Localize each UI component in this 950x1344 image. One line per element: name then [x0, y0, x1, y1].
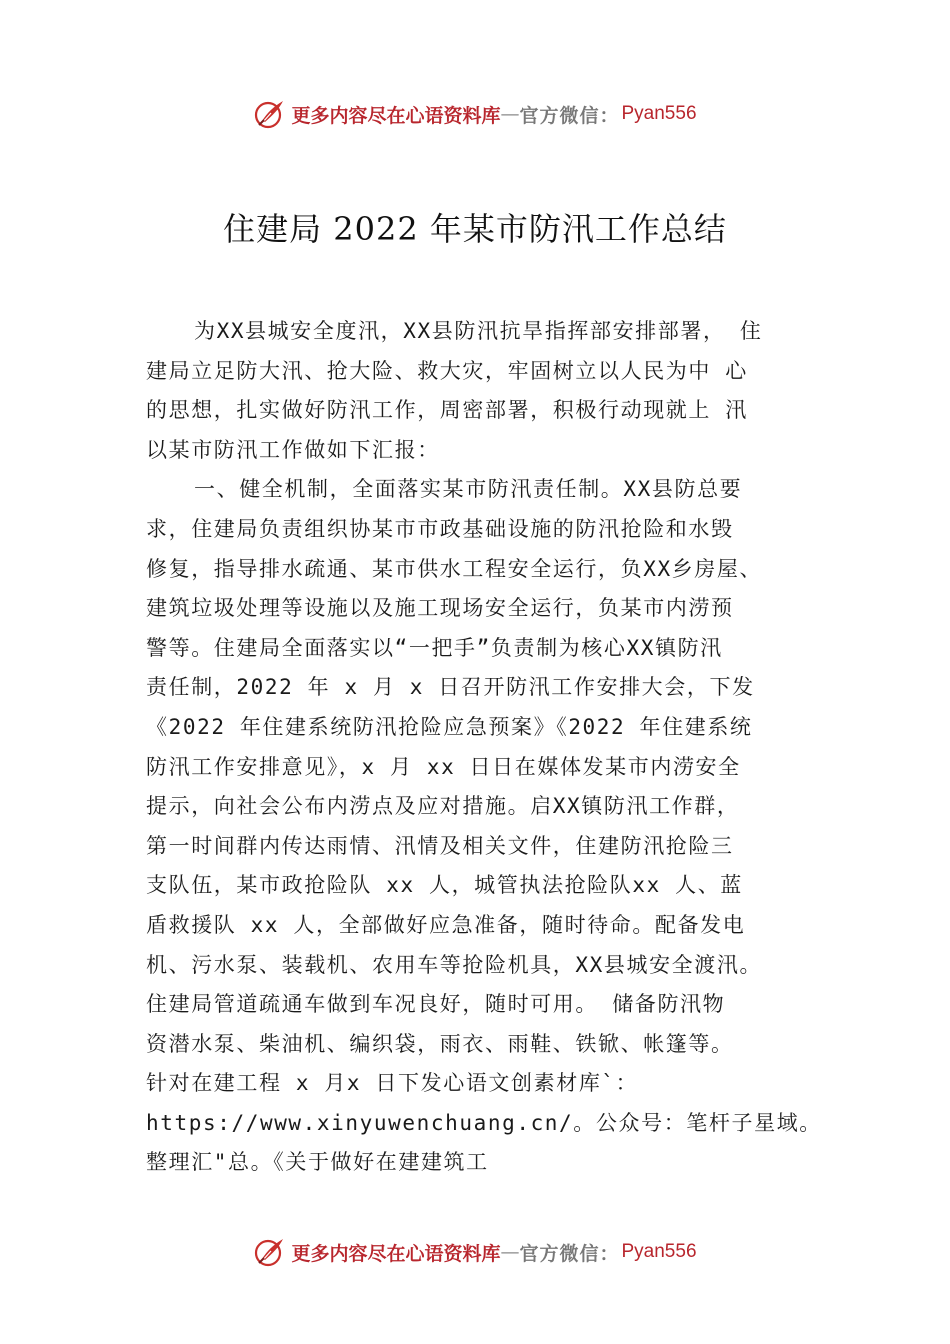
body-line: 以某市防汛工作做如下汇报： [146, 437, 440, 462]
body-line: 为XX县城安全度汛，XX县防汛抗旱指挥部安排部署， 住 [194, 319, 763, 343]
body-line: 针对在建工程 x 月x 日下发心语文创素材库`： [146, 1071, 639, 1096]
document-body [146, 312, 830, 1183]
body-line-url: https://www.xinyuwenchuang.cn/。公众号：笔杆子星域。 [146, 1110, 822, 1135]
watermark-text: 更多内容尽在心语资料库 [291, 1242, 501, 1265]
body-line: 住建局管道疏通车做到车况良好，随时可用。 储备防汛物 [146, 992, 726, 1017]
body-line: 修复，指导排水疏通、某市供水工程安全运行，负XX乡房屋、 [146, 556, 763, 581]
body-line: 防汛工作安排意见》，x 月 xx 日日在媒体发某市内涝安全 [146, 754, 741, 779]
document-title: 住建局 2022 年某市防汛工作总结 [223, 210, 727, 248]
watermark-wechat-label: 官方微信： [519, 104, 620, 127]
watermark-wechat-id: Pyan556 [621, 1241, 697, 1262]
watermark-text: 更多内容尽在心语资料库 [291, 104, 501, 127]
body-line: 求，住建局负责组织协某市市政基础设施的防汛抢险和水毁 [146, 516, 734, 541]
body-line: 一、健全机制，全面落实某市防汛责任制。XX县防总要 [194, 477, 743, 502]
body-line: 建筑垃圾处理等设施以及施工现场安全运行，负某市内涝预 [146, 596, 734, 621]
body-line: 支队伍，某市政抢险队 xx 人，城管执法抢险队xx 人、蓝 [146, 873, 743, 898]
body-line: 责任制，2022 年 x 月 x 日召开防汛工作安排大会，下发 [146, 675, 755, 700]
body-line: 资潜水泵、柴油机、编织袋，雨衣、雨鞋、铁锨、帐篷等。 [146, 1031, 734, 1056]
watermark-wechat-id: Pyan556 [621, 103, 697, 124]
body-line: 的思想，扎实做好防汛工作，周密部署，积极行动现就上 汛 [146, 398, 748, 423]
body-line: 第一时间群内传达雨情、汛情及相关文件，住建防汛抢险三 [146, 833, 734, 858]
body-line: 整理汇"总。《关于做好在建建筑工 [146, 1150, 489, 1175]
watermark-wechat-label: 官方微信： [519, 1242, 620, 1265]
body-line: 警等。住建局全面落实以“一把手”负责制为核心XX镇防汛 [146, 635, 723, 660]
watermark-separator: — [500, 103, 520, 125]
body-line: 提示，向社会公布内涝点及应对措施。启XX镇防汛工作群， [146, 794, 740, 819]
footer-watermark [0, 1232, 950, 1272]
body-line: 建局立足防大汛、抢大险、救大灾，牢固树立以人民为中 心 [146, 358, 748, 383]
body-line: 《2022 年住建系统防汛抢险应急预案》《2022 年住建系统 [146, 714, 753, 739]
body-line: 盾救援队 xx 人，全部做好应急准备，随时待命。配备发电 [146, 912, 746, 937]
body-line: 机、污水泵、装载机、农用车等抢险机具，XX县城安全渡汛。 [146, 952, 763, 977]
quill-pen-logo-icon [253, 97, 287, 131]
quill-pen-logo-icon [253, 1235, 287, 1269]
header-watermark [0, 94, 950, 134]
watermark-separator: — [500, 1241, 520, 1263]
